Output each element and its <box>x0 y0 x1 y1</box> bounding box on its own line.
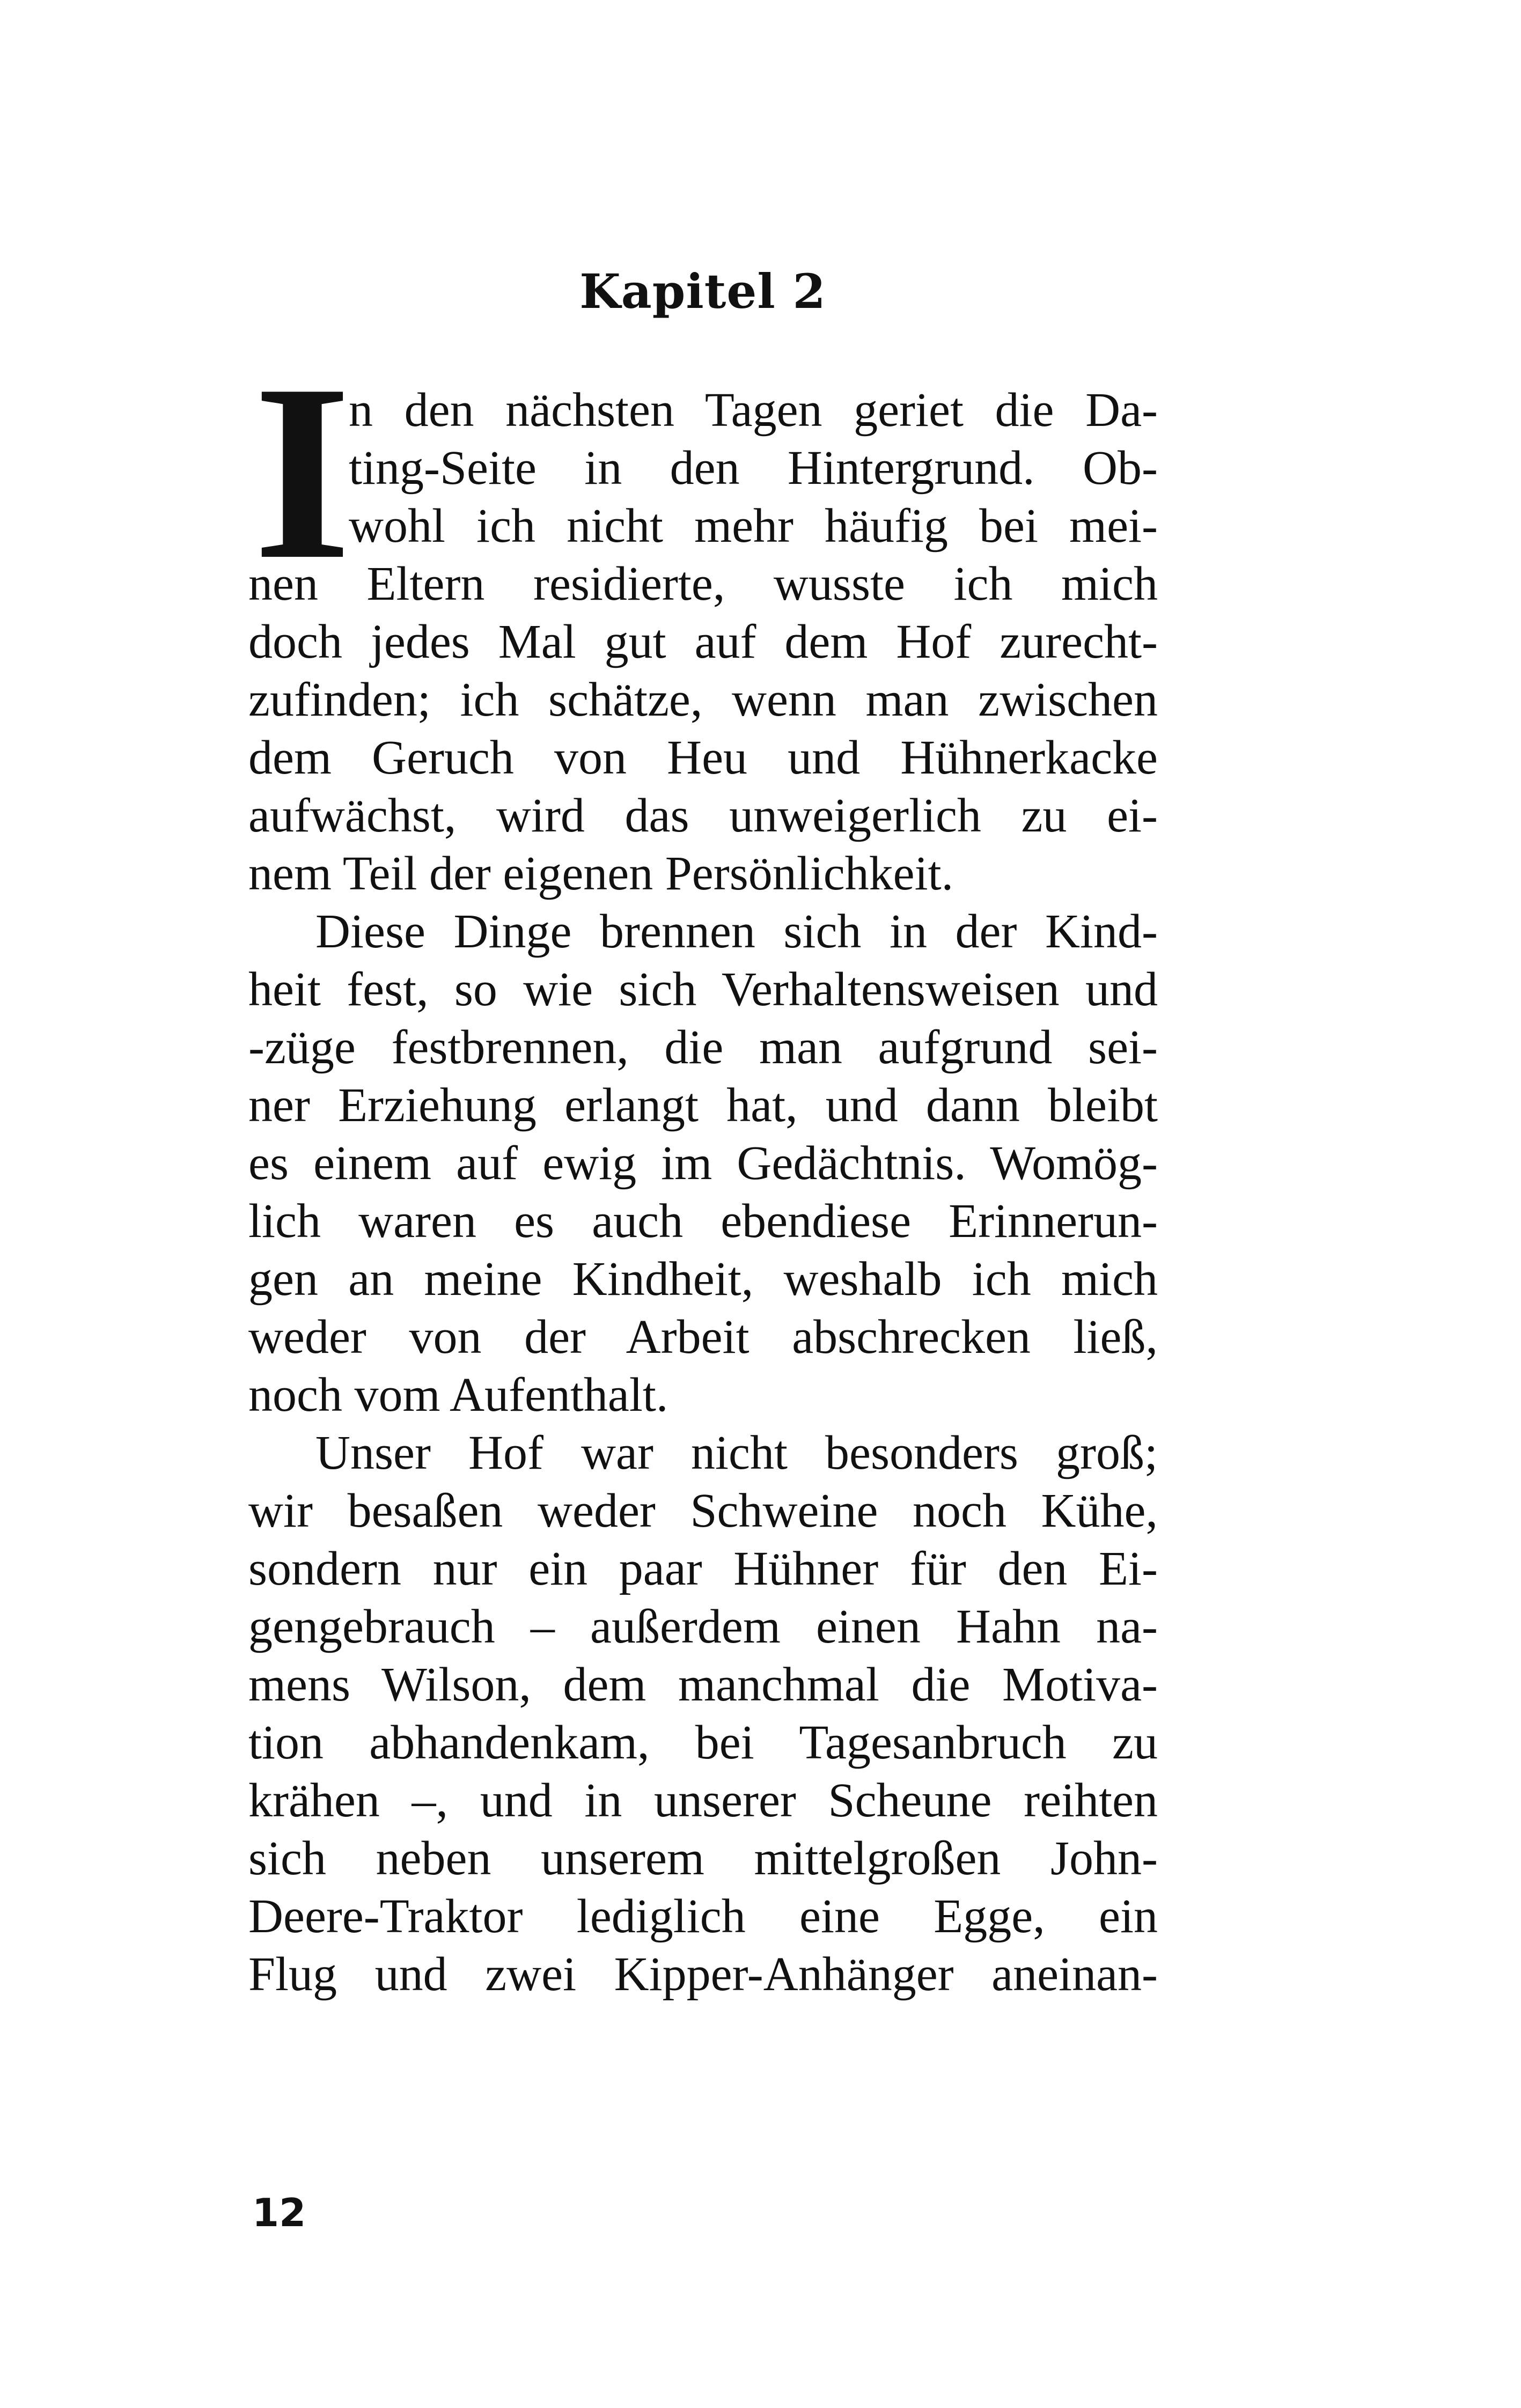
text-line: heit fest, so wie sich Verhaltensweisen und <box>248 963 1158 1016</box>
text-line: weder von der Arbeit abschrecken ließ, <box>248 1310 1158 1364</box>
text-line: doch jedes Mal gut auf dem Hof zurecht- <box>248 615 1158 668</box>
text-line: gengebrauch – außerdem einen Hahn na- <box>248 1600 1158 1653</box>
text-line: mens Wilson, dem manchmal die Motiva- <box>248 1658 1158 1711</box>
text-line: wir besaßen weder Schweine noch Kühe, <box>248 1484 1158 1537</box>
text-line: nen Eltern residierte, wusste ich mich <box>248 557 1158 610</box>
text-line: lich waren es auch ebendiese Erinnerun- <box>248 1195 1158 1248</box>
text-line: ting-Seite in den Hintergrund. Ob- <box>349 441 1158 495</box>
chapter-title: Kapitel 2 <box>579 263 826 319</box>
text-line: dem Geruch von Heu und Hühnerkacke <box>248 731 1158 784</box>
text-line: noch vom Aufenthalt. <box>248 1368 668 1422</box>
text-line: es einem auf ewig im Gedächtnis. Womög- <box>248 1137 1158 1190</box>
text-line: aufwächst, wird das unweigerlich zu ei- <box>248 789 1158 842</box>
text-line: ner Erziehung erlangt hat, und dann bleibt <box>248 1079 1158 1132</box>
text-line: gen an meine Kindheit, weshalb ich mich <box>248 1253 1158 1306</box>
text-line: Deere-Traktor lediglich eine Egge, ein <box>248 1890 1158 1943</box>
text-line: zufinden; ich schätze, wenn man zwischen <box>248 673 1158 726</box>
text-line: wohl ich nicht mehr häufig bei mei- <box>349 499 1158 553</box>
text-line: Diese Dinge brennen sich in der Kind- <box>315 905 1158 958</box>
text-line: sondern nur ein paar Hühner für den Ei- <box>248 1542 1158 1595</box>
text-line: -züge festbrennen, die man aufgrund sei- <box>248 1021 1158 1074</box>
text-line: n den nächsten Tagen geriet die Da- <box>349 384 1158 437</box>
text-line: tion abhandenkam, bei Tagesanbruch zu <box>248 1716 1158 1769</box>
text-line: krähen –, und in unserer Scheune reihten <box>248 1774 1158 1827</box>
text-line: nem Teil der eigenen Persönlichkeit. <box>248 847 954 900</box>
drop-cap: I <box>253 332 351 612</box>
page-number: 12 <box>252 2190 306 2235</box>
text-line: Flug und zwei Kipper-Anhänger aneinan- <box>248 1948 1158 2001</box>
text-line: sich neben unserem mittelgroßen John- <box>248 1832 1158 1885</box>
text-line: Unser Hof war nicht besonders groß; <box>315 1426 1158 1479</box>
